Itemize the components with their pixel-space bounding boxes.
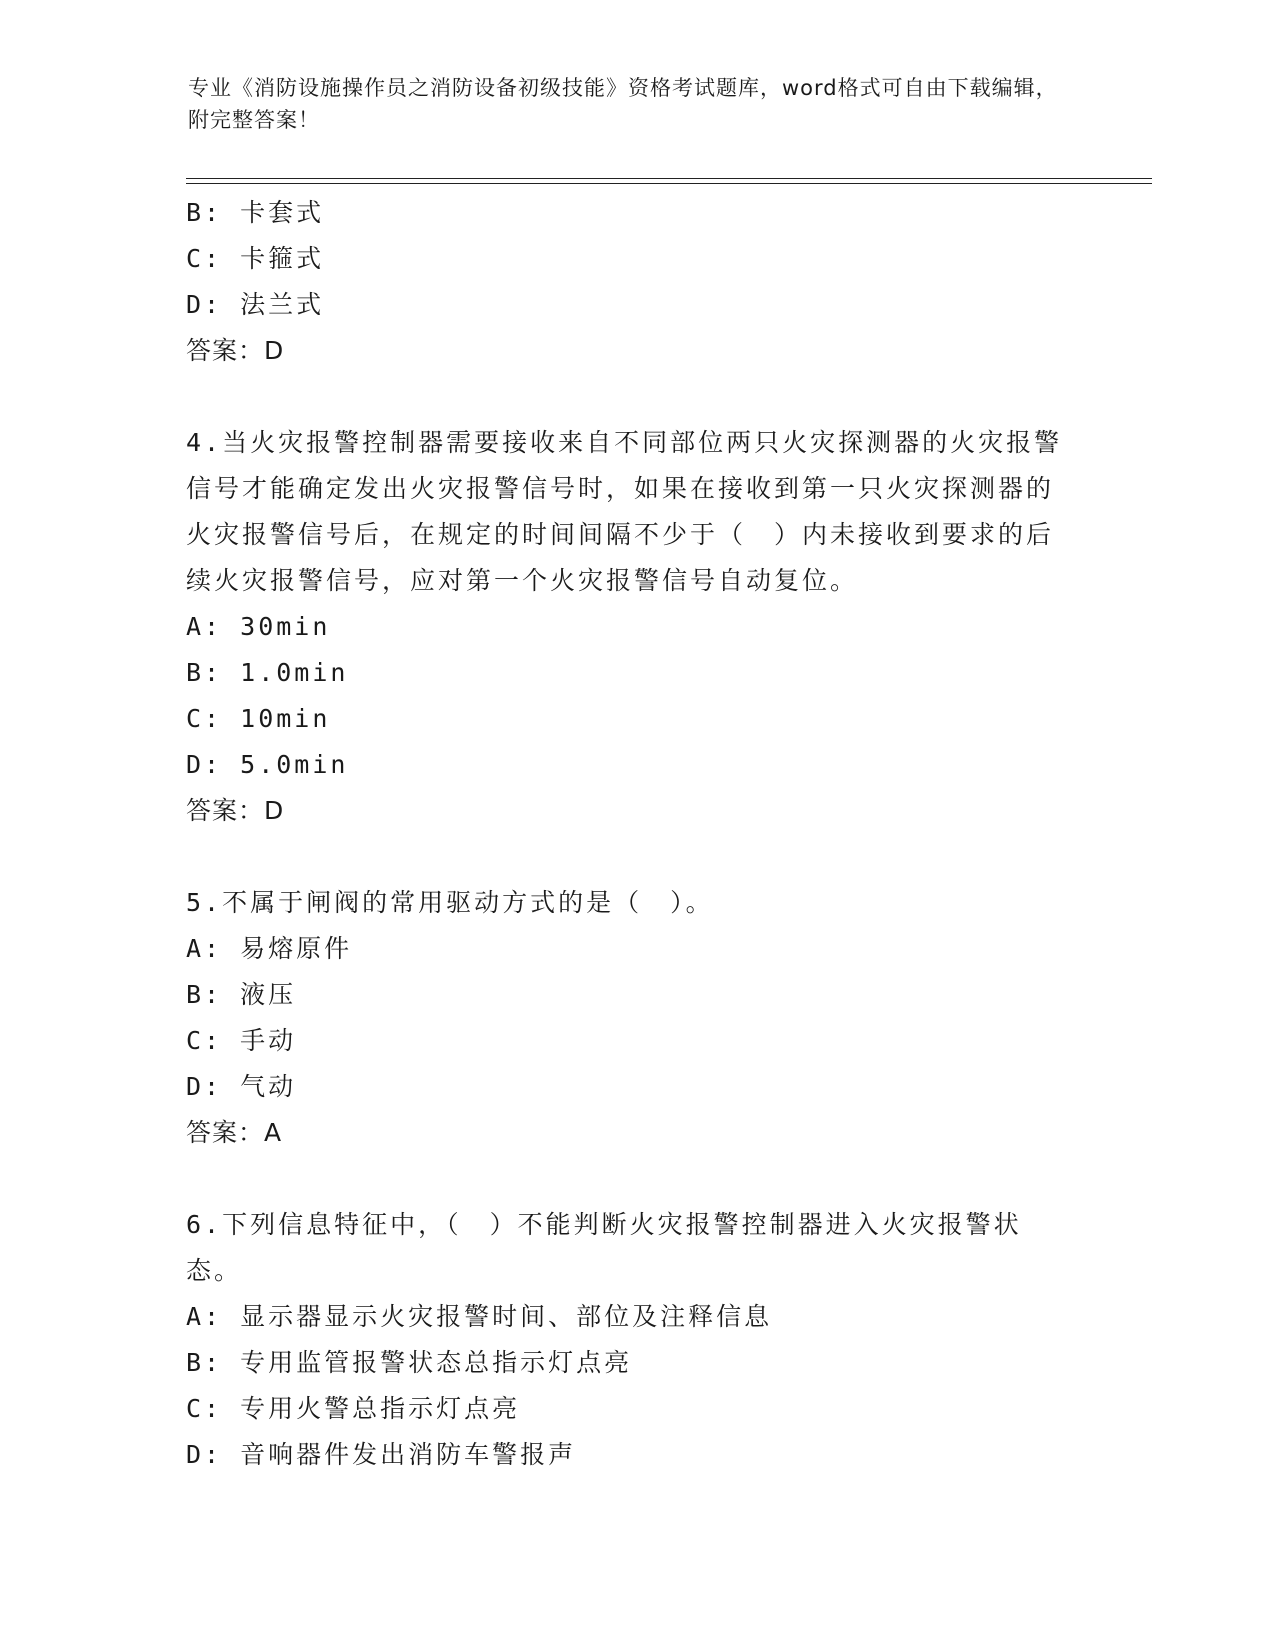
question-stem-6: 6.下列信息特征中，（ ）不能判断火灾报警控制器进入火灾报警状态。 [186, 1210, 1022, 1285]
question-stem-4: 4.当火灾报警控制器需要接收来自不同部位两只火灾探测器的火灾报警信号才能确定发出火灾报警信号时，如果在接收到第一只火灾探测器的火灾报警信号后，在规定的时间间隔不少于（ ）内未接收到要求的后续火灾报警信号，应对第一个火灾报警信号自动复位。 [186, 428, 1063, 595]
option-b: B: 液压 [186, 980, 297, 1009]
option-b: B: 卡套式 [186, 198, 325, 227]
header-rule-top [186, 178, 1152, 179]
option-c: C: 专用火警总指示灯点亮 [186, 1394, 521, 1423]
spacer [186, 1156, 1066, 1202]
option-a: A: 30min [186, 612, 331, 641]
spacer [186, 374, 1066, 420]
option-a: A: 易熔原件 [186, 934, 353, 963]
option-d: D: 5.0min [186, 750, 349, 779]
question-stem-5: 5.不属于闸阀的常用驱动方式的是（ ）。 [186, 888, 714, 917]
question-content [186, 190, 1066, 1478]
option-d: D: 音响器件发出消防车警报声 [186, 1440, 577, 1469]
option-d: D: 法兰式 [186, 290, 325, 319]
document-header: 专业《消防设施操作员之消防设备初级技能》资格考试题库，word格式可自由下载编辑，附完整答案！ [188, 76, 1058, 132]
header-rule-bottom [186, 183, 1152, 184]
spacer [186, 834, 1066, 880]
answer: 答案：D [186, 336, 285, 365]
option-d: D: 气动 [186, 1072, 297, 1101]
option-b: B: 专用监管报警状态总指示灯点亮 [186, 1348, 633, 1377]
option-b: B: 1.0min [186, 658, 349, 687]
answer: 答案：A [186, 1118, 283, 1147]
option-c: C: 10min [186, 704, 331, 733]
answer: 答案：D [186, 796, 285, 825]
option-c: C: 卡箍式 [186, 244, 325, 273]
option-a: A: 显示器显示火灾报警时间、部位及注释信息 [186, 1302, 773, 1331]
option-c: C: 手动 [186, 1026, 297, 1055]
